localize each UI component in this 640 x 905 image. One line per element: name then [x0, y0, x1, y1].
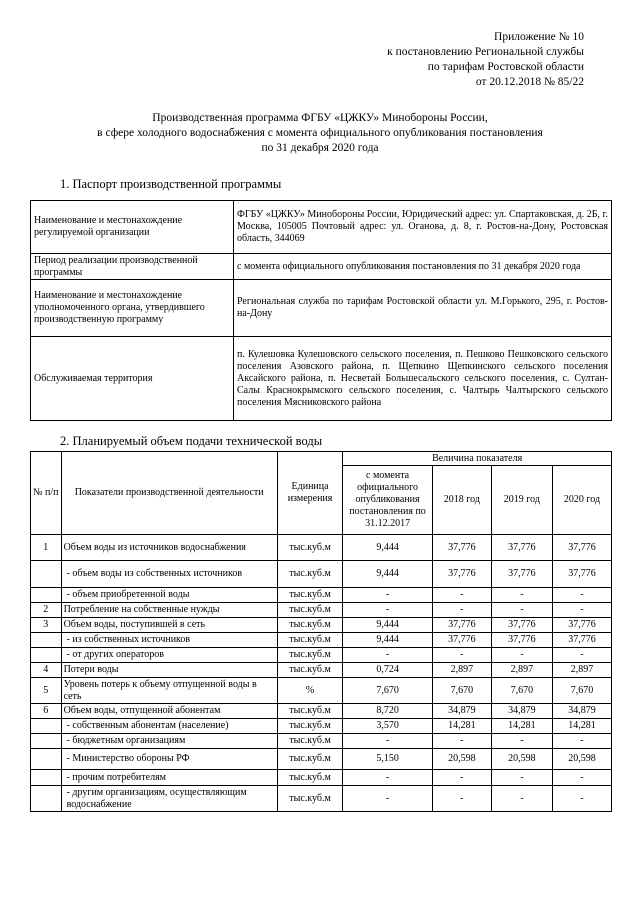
passport-row	[31, 201, 612, 254]
row-value-period: 9,444	[343, 618, 433, 633]
row-value-2020: 37,776	[552, 633, 611, 648]
header-period: с момента официального опубликования постановления по 31.12.2017	[343, 466, 433, 535]
row-value-2019: 37,776	[491, 618, 552, 633]
appendix-line-4: от 20.12.2018 № 85/22	[475, 76, 584, 88]
passport-value: с момента официального опубликования постановления по 31 декабря 2020 года	[234, 254, 612, 280]
row-unit: тыс.куб.м	[277, 663, 343, 678]
passport-label: Период реализации производственной программы	[31, 254, 234, 280]
row-num: 3	[31, 618, 62, 633]
table-row	[31, 603, 612, 618]
row-value-2019: -	[491, 786, 552, 812]
table-row	[31, 704, 612, 719]
passport-value: п. Кулешовка Кулешовского сельского поселения, п. Пешково Пешковского сельского поселения Азовского района, п. Щепкино Щепкинского сельского поселения Аксайского района, п. Несветай Большесальского сельского поселения, с. Султан-Салы Краснокрымского сельского поселения, с. Чалтырь Чалтырского сельского поселения Мясниковского района	[234, 337, 612, 421]
row-indicator: - объем воды из собственных источников	[61, 561, 277, 588]
table-row	[31, 770, 612, 786]
header-2020: 2020 год	[552, 466, 611, 535]
row-value-period: 9,444	[343, 561, 433, 588]
row-value-2019: 7,670	[491, 678, 552, 704]
table-row	[31, 561, 612, 588]
table-row	[31, 786, 612, 812]
row-value-2018: 37,776	[432, 561, 491, 588]
appendix-line-3: по тарифам Ростовской области	[427, 61, 584, 73]
row-num: 4	[31, 663, 62, 678]
row-indicator: Уровень потерь к объему отпущенной воды в сеть	[61, 678, 277, 704]
row-unit: тыс.куб.м	[277, 734, 343, 749]
row-value-2018: -	[432, 588, 491, 603]
row-indicator: Объем воды из источников водоснабжения	[61, 535, 277, 561]
appendix-block	[387, 30, 584, 90]
row-unit: тыс.куб.м	[277, 786, 343, 812]
row-num: 1	[31, 535, 62, 561]
row-value-2020: 7,670	[552, 678, 611, 704]
row-value-period: 8,720	[343, 704, 433, 719]
title-line-2: в сфере холодного водоснабжения с момента официального опубликования постановления	[97, 127, 543, 139]
row-value-2020: 37,776	[552, 535, 611, 561]
row-value-2020: -	[552, 786, 611, 812]
row-indicator: - бюджетным организациям	[61, 734, 277, 749]
row-unit: тыс.куб.м	[277, 618, 343, 633]
row-value-2018: -	[432, 648, 491, 663]
title-line-3: по 31 декабря 2020 года	[261, 142, 379, 154]
row-unit: тыс.куб.м	[277, 770, 343, 786]
table-row	[31, 678, 612, 704]
row-value-2019: 37,776	[491, 535, 552, 561]
row-value-period: -	[343, 734, 433, 749]
row-value-2020: 14,281	[552, 719, 611, 734]
appendix-line-1: Приложение № 10	[494, 31, 584, 43]
row-unit: тыс.куб.м	[277, 588, 343, 603]
document-title	[0, 111, 640, 156]
row-value-2018: 37,776	[432, 618, 491, 633]
passport-label: Наименование и местонахождение уполномоченного органа, утвердившего производственную программу	[31, 280, 234, 337]
row-value-period: -	[343, 588, 433, 603]
row-indicator: Потери воды	[61, 663, 277, 678]
row-value-2019: -	[491, 648, 552, 663]
passport-value: Региональная служба по тарифам Ростовской области ул. М.Горького, 295, г. Ростов-на-Дону	[234, 280, 612, 337]
row-num	[31, 734, 62, 749]
header-unit: Единица измерения	[277, 452, 343, 535]
header-2018: 2018 год	[432, 466, 491, 535]
row-value-2018: -	[432, 770, 491, 786]
row-value-period: 3,570	[343, 719, 433, 734]
row-unit: тыс.куб.м	[277, 633, 343, 648]
passport-label: Наименование и местонахождение регулируемой организации	[31, 201, 234, 254]
row-indicator: - Министерство обороны РФ	[61, 749, 277, 770]
title-line-1: Производственная программа ФГБУ «ЦЖКУ» Минобороны России,	[152, 112, 488, 124]
row-num	[31, 633, 62, 648]
row-value-2018: -	[432, 734, 491, 749]
header-2019: 2019 год	[491, 466, 552, 535]
row-num: 6	[31, 704, 62, 719]
row-value-period: 0,724	[343, 663, 433, 678]
passport-value: ФГБУ «ЦЖКУ» Минобороны России, Юридический адрес: ул. Спартаковская, д. 2Б, г. Москва, 105005 Почтовый адрес: ул. Оганова, д. 8, г. Ростов-на-Дону, Ростовская область, 344069	[234, 201, 612, 254]
row-unit: тыс.куб.м	[277, 603, 343, 618]
row-num: 5	[31, 678, 62, 704]
row-num	[31, 749, 62, 770]
row-value-period: 9,444	[343, 535, 433, 561]
passport-row	[31, 254, 612, 280]
row-num	[31, 786, 62, 812]
row-value-period: 5,150	[343, 749, 433, 770]
row-value-2019: 2,897	[491, 663, 552, 678]
row-unit: тыс.куб.м	[277, 535, 343, 561]
row-unit: тыс.куб.м	[277, 561, 343, 588]
row-unit: тыс.куб.м	[277, 648, 343, 663]
row-value-period: -	[343, 648, 433, 663]
row-num	[31, 648, 62, 663]
row-value-2020: -	[552, 588, 611, 603]
passport-row	[31, 337, 612, 421]
row-value-2020: -	[552, 648, 611, 663]
water-volume-table	[30, 451, 612, 812]
table-row	[31, 749, 612, 770]
row-value-2019: 37,776	[491, 561, 552, 588]
table-row	[31, 633, 612, 648]
row-value-2020: 2,897	[552, 663, 611, 678]
header-indicator: Показатели производственной деятельности	[61, 452, 277, 535]
passport-label: Обслуживаемая территория	[31, 337, 234, 421]
row-num	[31, 770, 62, 786]
row-value-2020: 34,879	[552, 704, 611, 719]
table-header-row	[31, 452, 612, 466]
table-row	[31, 535, 612, 561]
row-value-2019: 37,776	[491, 633, 552, 648]
table-row	[31, 719, 612, 734]
table-row	[31, 618, 612, 633]
row-value-2019: -	[491, 770, 552, 786]
table-body	[31, 535, 612, 812]
row-num	[31, 719, 62, 734]
row-value-2019: 14,281	[491, 719, 552, 734]
row-value-2020: -	[552, 603, 611, 618]
header-num: № п/п	[31, 452, 62, 535]
row-value-2020: 37,776	[552, 561, 611, 588]
row-value-2020: -	[552, 734, 611, 749]
row-indicator: Объем воды, отпущенной абонентам	[61, 704, 277, 719]
row-value-2019: -	[491, 588, 552, 603]
row-value-2018: -	[432, 603, 491, 618]
row-value-2018: 37,776	[432, 535, 491, 561]
row-value-2018: 34,879	[432, 704, 491, 719]
row-value-2018: 14,281	[432, 719, 491, 734]
row-indicator: Объем воды, поступившей в сеть	[61, 618, 277, 633]
row-value-2020: -	[552, 770, 611, 786]
row-num: 2	[31, 603, 62, 618]
table-row	[31, 734, 612, 749]
row-indicator: Потребление на собственные нужды	[61, 603, 277, 618]
row-value-period: 7,670	[343, 678, 433, 704]
row-unit: тыс.куб.м	[277, 719, 343, 734]
table-row	[31, 648, 612, 663]
row-unit: тыс.куб.м	[277, 704, 343, 719]
row-value-period: -	[343, 786, 433, 812]
row-value-2018: 7,670	[432, 678, 491, 704]
row-unit: %	[277, 678, 343, 704]
row-value-2020: 37,776	[552, 618, 611, 633]
row-value-2018: 37,776	[432, 633, 491, 648]
row-indicator: - объем приобретенной воды	[61, 588, 277, 603]
row-value-2019: -	[491, 603, 552, 618]
row-value-2018: 20,598	[432, 749, 491, 770]
passport-row	[31, 280, 612, 337]
row-value-period: -	[343, 770, 433, 786]
row-value-2020: 20,598	[552, 749, 611, 770]
row-value-period: 9,444	[343, 633, 433, 648]
row-indicator: - собственным абонентам (население)	[61, 719, 277, 734]
appendix-line-2: к постановлению Региональной службы	[387, 46, 584, 58]
section-2-heading: 2. Планируемый объем подачи технической воды	[60, 434, 323, 448]
row-value-2018: 2,897	[432, 663, 491, 678]
row-value-2018: -	[432, 786, 491, 812]
row-num	[31, 561, 62, 588]
row-value-2019: -	[491, 734, 552, 749]
passport-table	[30, 200, 612, 421]
header-group: Величина показателя	[343, 452, 612, 466]
section-1-heading: 1. Паспорт производственной программы	[60, 177, 282, 191]
row-num	[31, 588, 62, 603]
row-indicator: - от других операторов	[61, 648, 277, 663]
row-value-2019: 34,879	[491, 704, 552, 719]
row-value-period: -	[343, 603, 433, 618]
row-unit: тыс.куб.м	[277, 749, 343, 770]
table-row	[31, 588, 612, 603]
row-indicator: - другим организациям, осуществляющим водоснабжение	[61, 786, 277, 812]
row-value-2019: 20,598	[491, 749, 552, 770]
row-indicator: - из собственных источников	[61, 633, 277, 648]
row-indicator: - прочим потребителям	[61, 770, 277, 786]
table-row	[31, 663, 612, 678]
